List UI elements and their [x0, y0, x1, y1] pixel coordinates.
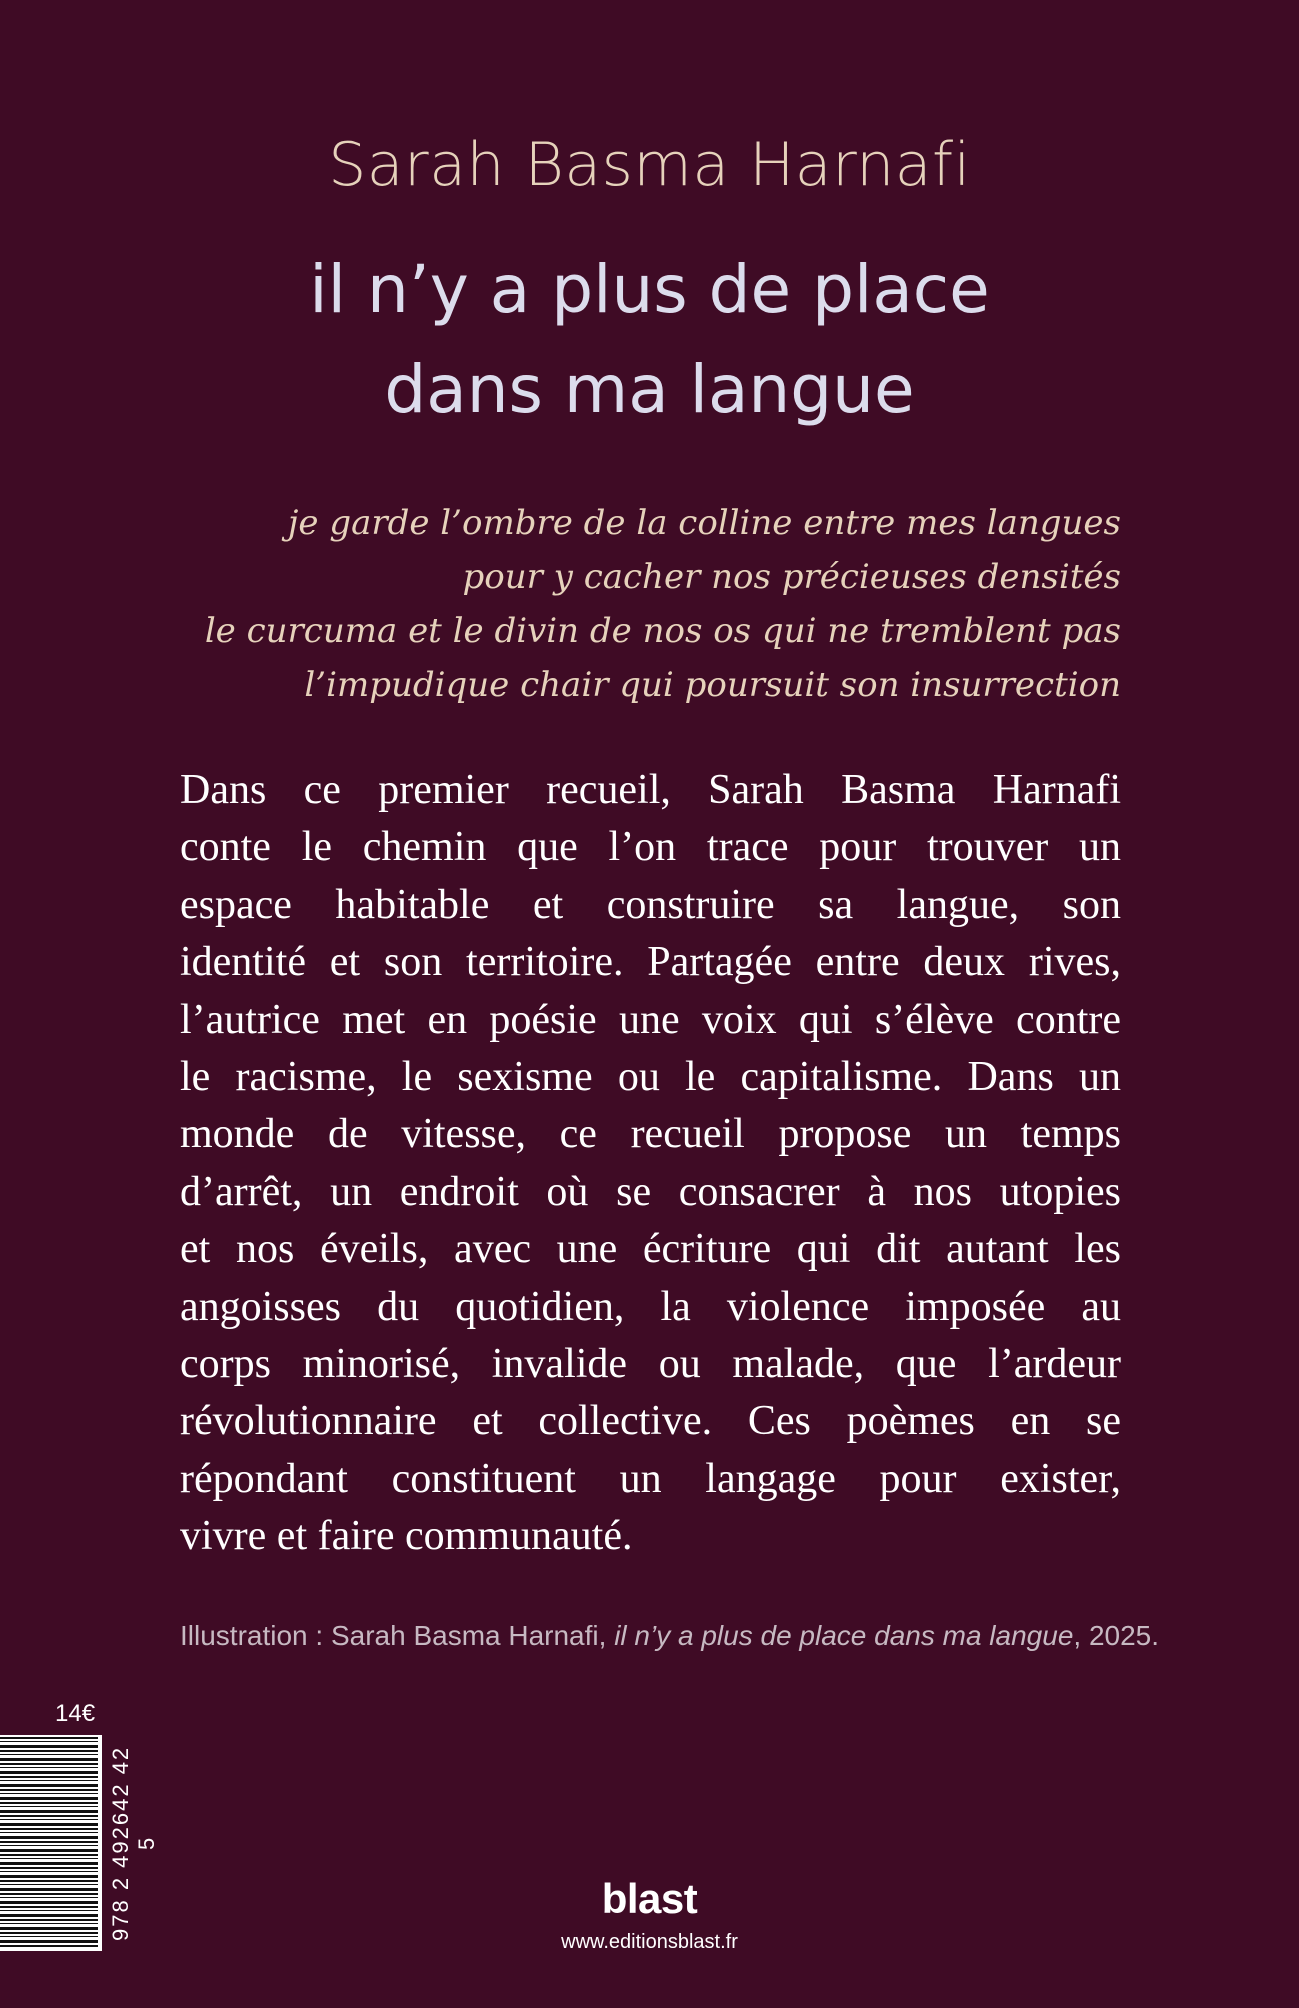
epigraph-line: pour y cacher nos précieuses densités: [462, 557, 1121, 597]
description-line: le racisme, le sexisme ou le capitalisme. Dans un: [180, 1054, 1121, 1101]
epigraph: [180, 496, 1121, 712]
book-title-line: il n’y a plus de place: [309, 251, 990, 328]
price-label: 14€: [55, 1700, 96, 1727]
description-line: d’arrêt, un endroit où se consacrer à nos utopies: [180, 1168, 1121, 1215]
credit-suffix: , 2025.: [1073, 1620, 1160, 1651]
epigraph-line: je garde l’ombre de la colline entre mes langues: [287, 503, 1121, 543]
description-line: vivre et faire communauté.: [180, 1513, 633, 1560]
description-line: répondant constituent un langage pour exister,: [180, 1455, 1121, 1502]
description-line: l’autrice met en poésie une voix qui s’élève contre: [180, 996, 1121, 1043]
book-title-line: dans ma langue: [384, 351, 915, 428]
credit-prefix: Illustration : Sarah Basma Harnafi,: [180, 1620, 615, 1651]
publisher-website: www.editionsblast.fr: [561, 1931, 738, 1953]
description-line: corps minorisé, invalide ou malade, que l’ardeur: [180, 1341, 1121, 1388]
description-line: révolutionnaire et collective. Ces poèmes en se: [180, 1398, 1121, 1445]
description-line: identité et son territoire. Partagée entre deux rives,: [180, 939, 1121, 986]
description-line: conte le chemin que l’on trace pour trouver un: [180, 824, 1121, 871]
isbn-number: 978 2 492642 42 5: [108, 1745, 159, 1941]
description-line: et nos éveils, avec une écriture qui dit autant les: [180, 1226, 1121, 1273]
illustration-credit: [180, 1620, 1180, 1652]
epigraph-line: le curcuma et le divin de nos os qui ne tremblent pas: [204, 611, 1121, 651]
epigraph-line: l’impudique chair qui poursuit son insurrection: [304, 665, 1121, 705]
description-line: angoisses du quotidien, la violence imposée au: [180, 1283, 1121, 1330]
description-line: espace habitable et construire sa langue, son: [180, 881, 1121, 928]
description-line: Dans ce premier recueil, Sarah Basma Harnafi: [180, 767, 1121, 813]
book-description: [180, 762, 1121, 1566]
credit-work-title: il n’y a plus de place dans ma langue: [614, 1620, 1074, 1651]
publisher-logo: blast: [601, 1875, 698, 1922]
author-name: Sarah Basma Harnafi: [328, 130, 971, 200]
description-line: monde de vitesse, ce recueil propose un temps: [180, 1111, 1121, 1158]
book-title: [0, 240, 1299, 440]
